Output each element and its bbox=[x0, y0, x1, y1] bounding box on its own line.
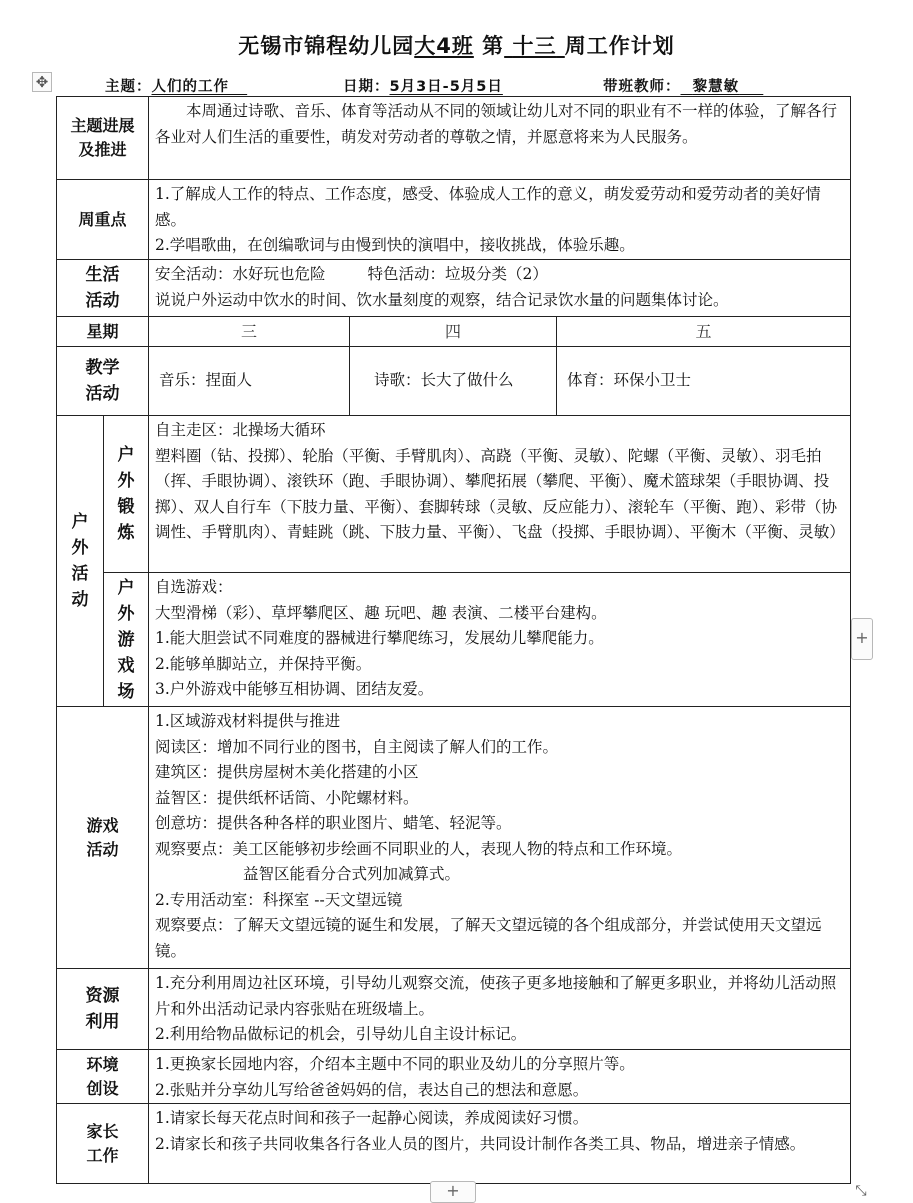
weekly-plan-table bbox=[56, 96, 851, 1184]
row-outdoor-exercise bbox=[57, 416, 851, 573]
cell-life[interactable]: 安全活动：水好玩也危险 特色活动：垃圾分类（2） 说说户外运动中饮水的时间、饮水量刻度的观察，结合记录饮水量的问题集体讨论。 bbox=[149, 260, 851, 317]
cell-environment[interactable]: 1.更换家长园地内容，介绍本主题中不同的职业及幼儿的分享照片等。 2.张贴并分享幼儿写给爸爸妈妈的信，表达自己的想法和意愿。 bbox=[149, 1050, 851, 1104]
date-meta: 日期：5月3日-5月5日 bbox=[343, 79, 503, 95]
header-parents: 家长 工作 bbox=[57, 1104, 149, 1184]
header-outdoor-exercise: 户 外 锻 炼 bbox=[104, 416, 149, 573]
row-teaching bbox=[57, 347, 851, 416]
row-outdoor-games bbox=[57, 573, 851, 707]
week-word: 第 bbox=[482, 34, 505, 58]
day-wednesday: 三 bbox=[149, 317, 350, 347]
header-outdoor: 户 外 活 动 bbox=[57, 416, 104, 707]
cell-play[interactable]: 1.区域游戏材料提供与推进 阅读区：增加不同行业的图书，自主阅读了解人们的工作。 建筑区：提供房屋树木美化搭建的小区 益智区：提供纸杯话筒、小陀螺材料。 创意坊：提供各种各样的职业图片、蜡笔、轻泥等。 观察要点：美工区能够初步绘画不同职业的人，表现人物的特点和工作环境。 益智区能看分合式列加减算式。 2.专用活动室：科探室 --天文望远镜 观察要点：了解天文望远镜的诞生和发展，了解天文望远镜的各个组成部分，并尝试使用天文望远镜。 bbox=[149, 707, 851, 969]
row-weekday bbox=[57, 317, 851, 347]
day-thursday: 四 bbox=[350, 317, 557, 347]
day-friday: 五 bbox=[557, 317, 851, 347]
header-play: 游戏 活动 bbox=[57, 707, 149, 969]
title-suffix: 周工作计划 bbox=[564, 34, 675, 58]
kindergarten-name: 无锡市锦程幼儿园 bbox=[238, 34, 415, 58]
header-progress: 主题进展 及推进 bbox=[57, 97, 149, 180]
header-weekday: 星期 bbox=[57, 317, 149, 347]
row-environment bbox=[57, 1050, 851, 1104]
header-environment: 环境 创设 bbox=[57, 1050, 149, 1104]
add-row-button[interactable]: + bbox=[430, 1181, 476, 1203]
lesson-thursday[interactable]: 诗歌：长大了做什么 bbox=[350, 347, 557, 416]
date-value: 5月3日-5月5日 bbox=[389, 79, 503, 95]
cell-parents[interactable]: 1.请家长每天花点时间和孩子一起静心阅读，养成阅读好习惯。 2.请家长和孩子共同收集各行各业人员的图片，共同设计制作各类工具、物品，增进亲子情感。 bbox=[149, 1104, 851, 1184]
teacher-value: 黎慧敏 bbox=[692, 79, 740, 95]
row-life bbox=[57, 260, 851, 317]
theme-value: 人们的工作 bbox=[151, 79, 229, 95]
class-name: 大4班 bbox=[414, 34, 474, 58]
cell-outdoor-exercise[interactable]: 自主走区：北操场大循环 塑料圈（钻、投掷）、轮胎（平衡、手臂肌肉）、高跷（平衡、灵敏）、陀螺（平衡、灵敏）、羽毛拍（挥、手眼协调）、滚铁环（跑、手眼协调）、攀爬拓展（攀爬、平衡）、魔术篮球架（手眼协调、投掷）、双人自行车（下肢力量、平衡）、套脚转球（灵敏、反应能力）、滚轮车（平衡、跑）、彩带（协调性、手臂肌肉）、青蛙跳（跳、下肢力量、平衡）、飞盘（投掷、手眼协调）、平衡木（平衡、灵敏） bbox=[149, 416, 851, 573]
lesson-wednesday[interactable]: 音乐：捏面人 bbox=[149, 347, 350, 416]
header-teaching: 教学 活动 bbox=[57, 347, 149, 416]
add-column-button[interactable]: + bbox=[851, 618, 873, 660]
row-progress bbox=[57, 97, 851, 180]
lesson-friday[interactable]: 体育：环保小卫士 bbox=[557, 347, 851, 416]
resize-handle-icon[interactable]: ⤡ bbox=[855, 1183, 867, 1199]
row-parents bbox=[57, 1104, 851, 1184]
teacher-meta: 带班教师： 黎慧敏 bbox=[603, 79, 740, 95]
row-focus bbox=[57, 180, 851, 260]
cell-outdoor-games[interactable]: 自选游戏： 大型滑梯（彩）、草坪攀爬区、趣 玩吧、趣 表演、二楼平台建构。 1.能大胆尝试不同难度的器械进行攀爬练习，发展幼儿攀爬能力。 2.能够单脚站立，并保持平衡。 3.户外游戏中能够互相协调、团结友爱。 bbox=[149, 573, 851, 707]
table-move-handle-icon[interactable]: ✥ bbox=[32, 72, 52, 92]
theme-meta: 主题：人们的工作 bbox=[105, 79, 229, 95]
page-title bbox=[0, 30, 913, 60]
week-number: 十三 bbox=[512, 34, 557, 58]
cell-progress[interactable]: 本周通过诗歌、音乐、体育等活动从不同的领域让幼儿对不同的职业有不一样的体验，了解各行各业对人们生活的重要性，萌发对劳动者的尊敬之情，并愿意将来为人民服务。 bbox=[149, 97, 851, 180]
cell-focus[interactable]: 1.了解成人工作的特点、工作态度，感受、体验成人工作的意义，萌发爱劳动和爱劳动者的美好情感。 2.学唱歌曲，在创编歌词与由慢到快的演唱中，接收挑战，体验乐趣。 bbox=[149, 180, 851, 260]
header-outdoor-games: 户 外 游 戏 场 bbox=[104, 573, 149, 707]
cell-resources[interactable]: 1.充分利用周边社区环境，引导幼儿观察交流，使孩子更多地接触和了解更多职业，并将幼儿活动照片和外出活动记录内容张贴在班级墙上。 2.利用给物品做标记的机会，引导幼儿自主设计标记。 bbox=[149, 969, 851, 1050]
header-focus: 周重点 bbox=[57, 180, 149, 260]
row-resources bbox=[57, 969, 851, 1050]
header-life: 生活 活动 bbox=[57, 260, 149, 317]
header-resources: 资源 利用 bbox=[57, 969, 149, 1050]
row-play bbox=[57, 707, 851, 969]
